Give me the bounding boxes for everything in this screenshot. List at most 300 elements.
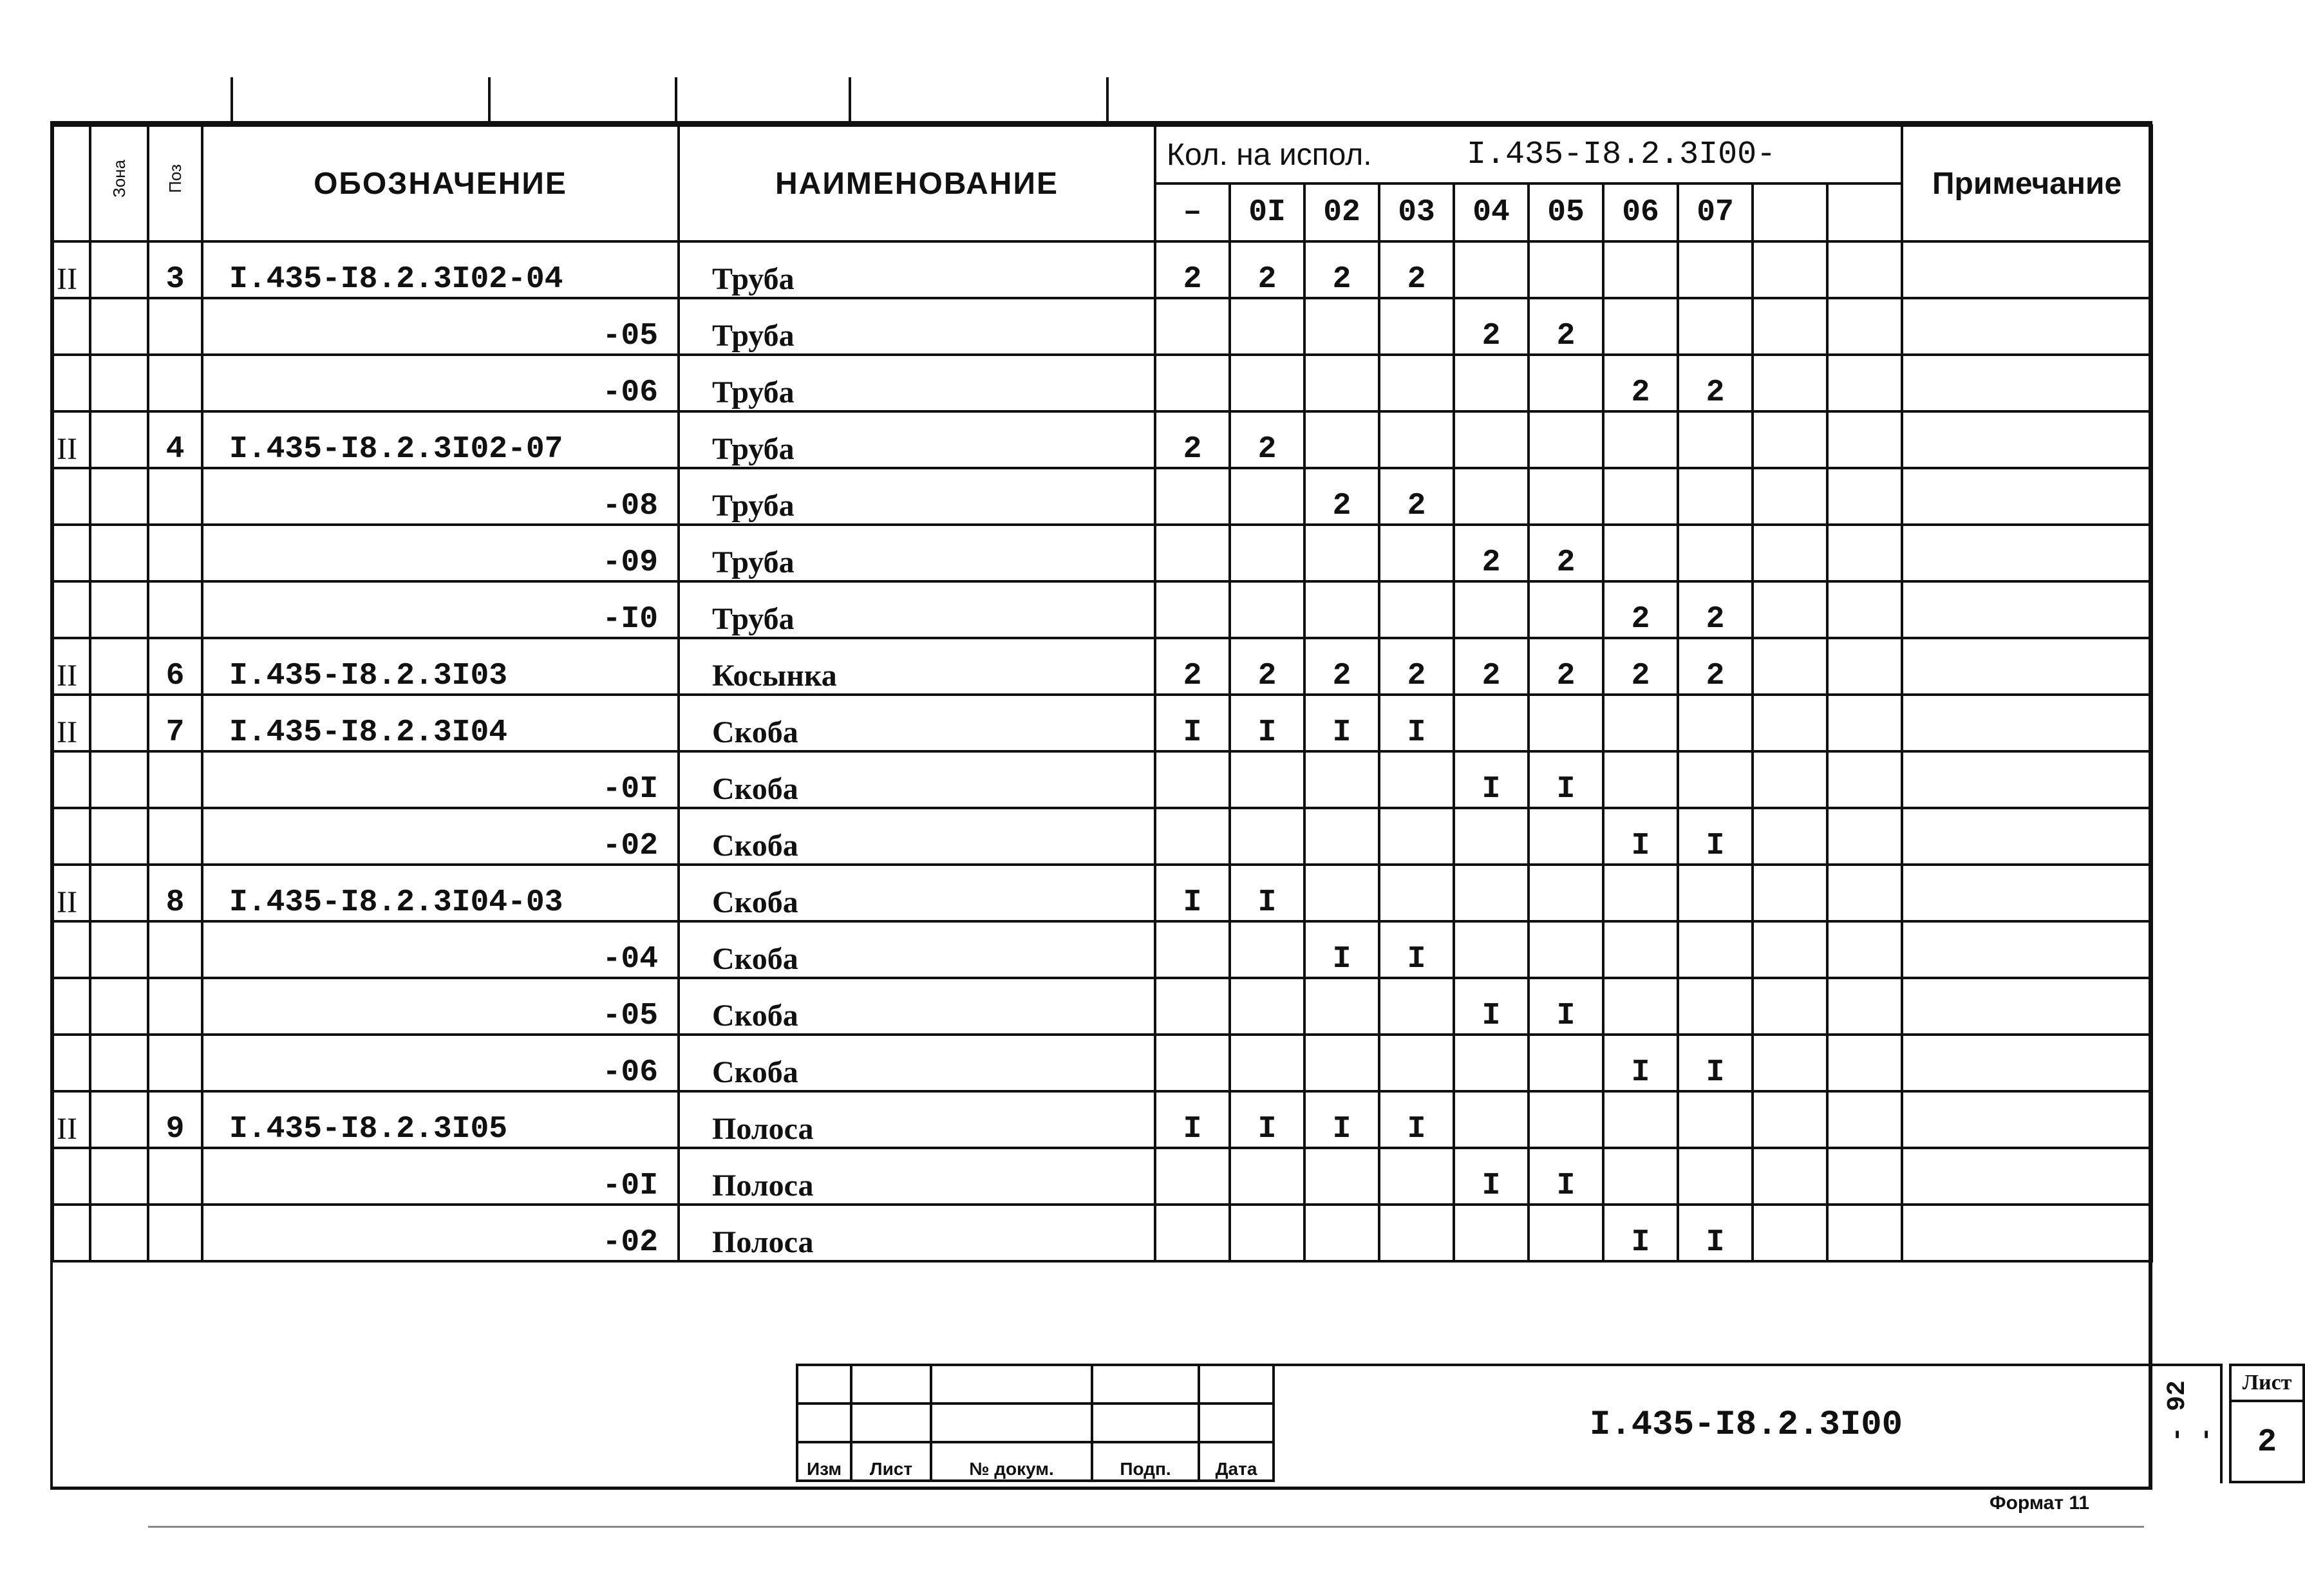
position-cell bbox=[148, 1205, 202, 1261]
qty-cell-empty bbox=[1827, 1148, 1902, 1205]
qty-cell-7 bbox=[1678, 1148, 1753, 1205]
title-block-revisions bbox=[796, 1364, 1275, 1482]
format-cell bbox=[90, 411, 148, 468]
qty-cell-6 bbox=[1603, 865, 1678, 921]
qty-cell-5 bbox=[1529, 808, 1603, 865]
qty-cell-1 bbox=[1230, 921, 1304, 978]
qty-cell-0 bbox=[1155, 525, 1230, 581]
qty-cell-1 bbox=[1230, 751, 1304, 808]
qty-cell-4: I bbox=[1454, 978, 1529, 1035]
qty-cell-6: I bbox=[1603, 1205, 1678, 1261]
format-cell bbox=[90, 298, 148, 355]
qty-cell-0 bbox=[1155, 808, 1230, 865]
qty-cell-0 bbox=[1155, 468, 1230, 525]
qty-cell-0: I bbox=[1155, 695, 1230, 751]
header-format-cell bbox=[53, 126, 90, 241]
qty-cell-4 bbox=[1454, 581, 1529, 638]
qty-cell-6 bbox=[1603, 1091, 1678, 1148]
table-row bbox=[53, 581, 2152, 638]
name-cell: Скоба bbox=[679, 921, 1155, 978]
qty-cell-7 bbox=[1678, 921, 1753, 978]
designation-cell: -02 bbox=[202, 1205, 679, 1261]
header-designation: ОБОЗНАЧЕНИЕ bbox=[202, 126, 679, 241]
format-cell bbox=[90, 1205, 148, 1261]
qty-cell-empty bbox=[1753, 638, 1827, 695]
qty-cell-1: I bbox=[1230, 865, 1304, 921]
qty-cell-2 bbox=[1304, 751, 1379, 808]
qty-cell-1 bbox=[1230, 525, 1304, 581]
qty-cell-0: 2 bbox=[1155, 411, 1230, 468]
qty-cell-7: I bbox=[1678, 1205, 1753, 1261]
qty-cell-5 bbox=[1529, 1035, 1603, 1091]
label-list: Лист bbox=[851, 1442, 931, 1481]
header-note: Примечание bbox=[1902, 126, 2152, 241]
variant-header-1: 0I bbox=[1230, 183, 1304, 241]
variant-header-0: – bbox=[1155, 183, 1230, 241]
position-cell bbox=[148, 355, 202, 411]
qty-cell-3 bbox=[1379, 1148, 1454, 1205]
qty-cell-5 bbox=[1529, 695, 1603, 751]
qty-cell-0 bbox=[1155, 1035, 1230, 1091]
qty-cell-6 bbox=[1603, 525, 1678, 581]
qty-cell-5 bbox=[1529, 355, 1603, 411]
qty-cell-0: 2 bbox=[1155, 241, 1230, 298]
qty-cell-0 bbox=[1155, 978, 1230, 1035]
position-cell bbox=[148, 525, 202, 581]
specification-table bbox=[52, 124, 2153, 1263]
position-cell: 6 bbox=[148, 638, 202, 695]
qty-cell-empty bbox=[1827, 581, 1902, 638]
qty-cell-2 bbox=[1304, 411, 1379, 468]
qty-cell-empty bbox=[1827, 525, 1902, 581]
name-cell: Полоса bbox=[679, 1148, 1155, 1205]
qty-cell-1 bbox=[1230, 1148, 1304, 1205]
qty-cell-empty bbox=[1753, 921, 1827, 978]
name-cell: Труба bbox=[679, 468, 1155, 525]
variant-header-2: 02 bbox=[1304, 183, 1379, 241]
qty-cell-empty bbox=[1827, 921, 1902, 978]
tick bbox=[675, 77, 677, 122]
qty-cell-2 bbox=[1304, 1205, 1379, 1261]
name-cell: Скоба bbox=[679, 1035, 1155, 1091]
format-cell bbox=[90, 695, 148, 751]
qty-cell-6: 2 bbox=[1603, 355, 1678, 411]
position-cell: 9 bbox=[148, 1091, 202, 1148]
zone-cell bbox=[53, 978, 90, 1035]
qty-cell-4 bbox=[1454, 1035, 1529, 1091]
position-cell bbox=[148, 298, 202, 355]
zone-cell: II bbox=[53, 411, 90, 468]
zone-cell: II bbox=[53, 695, 90, 751]
qty-cell-1: 2 bbox=[1230, 638, 1304, 695]
table-row bbox=[53, 298, 2152, 355]
name-cell: Скоба bbox=[679, 751, 1155, 808]
note-cell bbox=[1902, 638, 2152, 695]
qty-cell-6 bbox=[1603, 411, 1678, 468]
note-cell bbox=[1902, 298, 2152, 355]
position-cell: 7 bbox=[148, 695, 202, 751]
table-row bbox=[53, 355, 2152, 411]
format-cell bbox=[90, 865, 148, 921]
position-cell: 3 bbox=[148, 241, 202, 298]
format-cell bbox=[90, 751, 148, 808]
qty-cell-empty bbox=[1753, 525, 1827, 581]
qty-cell-5 bbox=[1529, 1205, 1603, 1261]
qty-cell-4: I bbox=[1454, 1148, 1529, 1205]
zone-cell bbox=[53, 921, 90, 978]
qty-cell-6 bbox=[1603, 695, 1678, 751]
qty-cell-4 bbox=[1454, 808, 1529, 865]
table-row bbox=[53, 638, 2152, 695]
qty-cell-empty bbox=[1753, 581, 1827, 638]
table-row bbox=[53, 921, 2152, 978]
zone-cell: II bbox=[53, 865, 90, 921]
qty-cell-7 bbox=[1678, 1091, 1753, 1148]
tick bbox=[230, 77, 233, 122]
name-cell: Труба bbox=[679, 525, 1155, 581]
table-row bbox=[53, 1091, 2152, 1148]
position-cell bbox=[148, 808, 202, 865]
qty-cell-empty bbox=[1753, 1035, 1827, 1091]
qty-cell-empty bbox=[1827, 411, 1902, 468]
qty-cell-empty bbox=[1827, 695, 1902, 751]
sheet-number: 2 bbox=[2229, 1400, 2305, 1483]
designation-cell: -0I bbox=[202, 1148, 679, 1205]
designation-cell: -05 bbox=[202, 978, 679, 1035]
label-signature: Подп. bbox=[1092, 1442, 1199, 1481]
note-cell bbox=[1902, 865, 2152, 921]
qty-cell-6 bbox=[1603, 241, 1678, 298]
qty-cell-6 bbox=[1603, 298, 1678, 355]
zone-cell bbox=[53, 1148, 90, 1205]
qty-cell-3 bbox=[1379, 978, 1454, 1035]
qty-cell-7: 2 bbox=[1678, 355, 1753, 411]
zone-cell: II bbox=[53, 241, 90, 298]
qty-cell-6 bbox=[1603, 468, 1678, 525]
qty-cell-3 bbox=[1379, 525, 1454, 581]
name-cell: Труба bbox=[679, 355, 1155, 411]
qty-cell-4 bbox=[1454, 921, 1529, 978]
variant-header-3: 03 bbox=[1379, 183, 1454, 241]
qty-cell-5 bbox=[1529, 1091, 1603, 1148]
qty-cell-7: 2 bbox=[1678, 638, 1753, 695]
format-cell bbox=[90, 638, 148, 695]
qty-cell-4 bbox=[1454, 695, 1529, 751]
table-row bbox=[53, 808, 2152, 865]
note-cell bbox=[1902, 241, 2152, 298]
note-cell bbox=[1902, 468, 2152, 525]
format-cell bbox=[90, 1091, 148, 1148]
position-cell bbox=[148, 1035, 202, 1091]
qty-cell-empty bbox=[1827, 638, 1902, 695]
qty-cell-5: 2 bbox=[1529, 638, 1603, 695]
label-date: Дата bbox=[1199, 1442, 1274, 1481]
name-cell: Полоса bbox=[679, 1205, 1155, 1261]
name-cell: Скоба bbox=[679, 808, 1155, 865]
format-cell bbox=[90, 581, 148, 638]
format-cell bbox=[90, 808, 148, 865]
qty-cell-1: 2 bbox=[1230, 411, 1304, 468]
qty-cell-1 bbox=[1230, 808, 1304, 865]
position-cell bbox=[148, 1148, 202, 1205]
specification-table-wrap bbox=[52, 124, 2153, 1263]
qty-cell-6: 2 bbox=[1603, 581, 1678, 638]
zone-cell bbox=[53, 298, 90, 355]
zone-cell bbox=[53, 355, 90, 411]
header-pos: Поз bbox=[148, 126, 202, 241]
qty-cell-7 bbox=[1678, 978, 1753, 1035]
qty-cell-3: 2 bbox=[1379, 241, 1454, 298]
note-cell bbox=[1902, 1205, 2152, 1261]
format-cell bbox=[90, 1148, 148, 1205]
name-cell: Труба bbox=[679, 581, 1155, 638]
name-cell: Труба bbox=[679, 298, 1155, 355]
note-cell bbox=[1902, 525, 2152, 581]
tick bbox=[1106, 77, 1109, 122]
qty-cell-0 bbox=[1155, 751, 1230, 808]
qty-cell-2: I bbox=[1304, 695, 1379, 751]
qty-cell-1 bbox=[1230, 355, 1304, 411]
qty-cell-3: 2 bbox=[1379, 638, 1454, 695]
qty-cell-5: 2 bbox=[1529, 525, 1603, 581]
qty-cell-0 bbox=[1155, 581, 1230, 638]
qty-cell-1 bbox=[1230, 581, 1304, 638]
note-cell bbox=[1902, 1035, 2152, 1091]
qty-cell-empty bbox=[1753, 751, 1827, 808]
format-cell bbox=[90, 978, 148, 1035]
qty-cell-empty bbox=[1827, 241, 1902, 298]
zone-cell bbox=[53, 1205, 90, 1261]
qty-cell-empty bbox=[1827, 298, 1902, 355]
qty-cell-5: I bbox=[1529, 1148, 1603, 1205]
note-cell bbox=[1902, 1091, 2152, 1148]
note-cell bbox=[1902, 978, 2152, 1035]
qty-cell-empty bbox=[1753, 241, 1827, 298]
qty-cell-6: I bbox=[1603, 808, 1678, 865]
qty-cell-7 bbox=[1678, 525, 1753, 581]
note-cell bbox=[1902, 808, 2152, 865]
zone-cell bbox=[53, 468, 90, 525]
position-cell bbox=[148, 921, 202, 978]
qty-cell-1 bbox=[1230, 298, 1304, 355]
qty-cell-empty bbox=[1827, 1091, 1902, 1148]
header-qty-label: Кол. на испол. bbox=[1155, 126, 1454, 183]
zone-cell bbox=[53, 525, 90, 581]
qty-cell-2 bbox=[1304, 355, 1379, 411]
qty-cell-4: I bbox=[1454, 751, 1529, 808]
name-cell: Скоба bbox=[679, 978, 1155, 1035]
table-row bbox=[53, 1148, 2152, 1205]
table-row bbox=[53, 1035, 2152, 1091]
table-row bbox=[53, 865, 2152, 921]
qty-cell-2: 2 bbox=[1304, 468, 1379, 525]
variant-header-5: 05 bbox=[1529, 183, 1603, 241]
name-cell: Труба bbox=[679, 241, 1155, 298]
qty-cell-empty bbox=[1827, 751, 1902, 808]
qty-cell-4 bbox=[1454, 1091, 1529, 1148]
qty-cell-2 bbox=[1304, 581, 1379, 638]
position-cell bbox=[148, 581, 202, 638]
qty-cell-3 bbox=[1379, 1035, 1454, 1091]
table-row bbox=[53, 241, 2152, 298]
qty-cell-4 bbox=[1454, 468, 1529, 525]
qty-cell-2: I bbox=[1304, 921, 1379, 978]
zone-cell: II bbox=[53, 1091, 90, 1148]
qty-cell-empty bbox=[1753, 978, 1827, 1035]
qty-cell-6 bbox=[1603, 978, 1678, 1035]
variant-header-6: 06 bbox=[1603, 183, 1678, 241]
position-cell bbox=[148, 468, 202, 525]
note-cell bbox=[1902, 921, 2152, 978]
qty-cell-3: I bbox=[1379, 1091, 1454, 1148]
qty-cell-3: I bbox=[1379, 921, 1454, 978]
qty-cell-5: 2 bbox=[1529, 298, 1603, 355]
qty-cell-7 bbox=[1678, 865, 1753, 921]
qty-cell-2: 2 bbox=[1304, 241, 1379, 298]
qty-cell-4: 2 bbox=[1454, 525, 1529, 581]
qty-cell-empty bbox=[1753, 1148, 1827, 1205]
designation-cell: I.435-I8.2.3I05 bbox=[202, 1091, 679, 1148]
table-row bbox=[53, 751, 2152, 808]
qty-cell-7 bbox=[1678, 695, 1753, 751]
qty-cell-6: I bbox=[1603, 1035, 1678, 1091]
note-cell bbox=[1902, 411, 2152, 468]
top-tick-marks bbox=[50, 77, 1145, 122]
name-cell: Косынка bbox=[679, 638, 1155, 695]
qty-cell-empty bbox=[1827, 865, 1902, 921]
designation-cell: I.435-I8.2.3I04 bbox=[202, 695, 679, 751]
qty-cell-6 bbox=[1603, 751, 1678, 808]
name-cell: Скоба bbox=[679, 695, 1155, 751]
qty-cell-7: I bbox=[1678, 1035, 1753, 1091]
label-izm: Изм bbox=[797, 1442, 851, 1481]
qty-cell-0: I bbox=[1155, 865, 1230, 921]
label-doc-number: № докум. bbox=[931, 1442, 1092, 1481]
position-cell bbox=[148, 751, 202, 808]
qty-cell-2 bbox=[1304, 298, 1379, 355]
qty-cell-empty bbox=[1753, 1205, 1827, 1261]
header-name: НАИМЕНОВАНИЕ bbox=[679, 126, 1155, 241]
table-row bbox=[53, 411, 2152, 468]
name-cell: Скоба bbox=[679, 865, 1155, 921]
note-cell bbox=[1902, 355, 2152, 411]
header-zone: Зона bbox=[90, 126, 148, 241]
qty-cell-7 bbox=[1678, 468, 1753, 525]
qty-cell-3: I bbox=[1379, 695, 1454, 751]
qty-cell-7: 2 bbox=[1678, 581, 1753, 638]
qty-cell-2 bbox=[1304, 808, 1379, 865]
header-qty-code: I.435-I8.2.3I00- bbox=[1454, 126, 1902, 183]
qty-cell-3 bbox=[1379, 751, 1454, 808]
qty-cell-empty bbox=[1827, 1205, 1902, 1261]
position-cell bbox=[148, 978, 202, 1035]
qty-cell-7 bbox=[1678, 241, 1753, 298]
qty-cell-6 bbox=[1603, 921, 1678, 978]
designation-cell: I.435-I8.2.3I02-04 bbox=[202, 241, 679, 298]
qty-cell-2: 2 bbox=[1304, 638, 1379, 695]
qty-cell-empty bbox=[1753, 355, 1827, 411]
tick bbox=[488, 77, 491, 122]
position-cell: 4 bbox=[148, 411, 202, 468]
designation-cell: -I0 bbox=[202, 581, 679, 638]
qty-cell-5 bbox=[1529, 865, 1603, 921]
qty-cell-3: 2 bbox=[1379, 468, 1454, 525]
designation-cell: -06 bbox=[202, 355, 679, 411]
format-cell bbox=[90, 468, 148, 525]
qty-cell-empty bbox=[1753, 298, 1827, 355]
qty-cell-0: I bbox=[1155, 1091, 1230, 1148]
format-cell bbox=[90, 1035, 148, 1091]
qty-cell-empty bbox=[1753, 865, 1827, 921]
qty-cell-2: I bbox=[1304, 1091, 1379, 1148]
variant-header-empty bbox=[1753, 183, 1827, 241]
qty-cell-1 bbox=[1230, 978, 1304, 1035]
qty-cell-empty bbox=[1827, 468, 1902, 525]
qty-cell-empty bbox=[1827, 355, 1902, 411]
qty-cell-0 bbox=[1155, 298, 1230, 355]
qty-cell-0 bbox=[1155, 355, 1230, 411]
format-cell bbox=[90, 525, 148, 581]
sheet-label: Лист bbox=[2229, 1364, 2305, 1402]
qty-cell-3 bbox=[1379, 865, 1454, 921]
qty-cell-3 bbox=[1379, 355, 1454, 411]
qty-cell-empty bbox=[1827, 808, 1902, 865]
qty-cell-2 bbox=[1304, 525, 1379, 581]
qty-cell-1: I bbox=[1230, 695, 1304, 751]
designation-cell: -08 bbox=[202, 468, 679, 525]
format-label: Формат 11 bbox=[1990, 1492, 2090, 1514]
qty-cell-7 bbox=[1678, 298, 1753, 355]
designation-cell: I.435-I8.2.3I02-07 bbox=[202, 411, 679, 468]
variant-header-7: 07 bbox=[1678, 183, 1753, 241]
qty-cell-5 bbox=[1529, 921, 1603, 978]
designation-cell: I.435-I8.2.3I04-03 bbox=[202, 865, 679, 921]
qty-cell-5 bbox=[1529, 241, 1603, 298]
qty-cell-4 bbox=[1454, 355, 1529, 411]
table-row bbox=[53, 695, 2152, 751]
qty-cell-empty bbox=[1753, 1091, 1827, 1148]
qty-cell-empty bbox=[1753, 468, 1827, 525]
designation-cell: -09 bbox=[202, 525, 679, 581]
table-row bbox=[53, 1205, 2152, 1261]
designation-cell: -06 bbox=[202, 1035, 679, 1091]
qty-cell-3 bbox=[1379, 411, 1454, 468]
tick bbox=[849, 77, 851, 122]
format-cell bbox=[90, 921, 148, 978]
table-row bbox=[53, 468, 2152, 525]
qty-cell-empty bbox=[1827, 978, 1902, 1035]
name-cell: Труба bbox=[679, 411, 1155, 468]
qty-cell-2 bbox=[1304, 1148, 1379, 1205]
qty-cell-0: 2 bbox=[1155, 638, 1230, 695]
qty-cell-5 bbox=[1529, 581, 1603, 638]
qty-cell-4 bbox=[1454, 241, 1529, 298]
qty-cell-6 bbox=[1603, 1148, 1678, 1205]
designation-cell: -02 bbox=[202, 808, 679, 865]
designation-cell: -0I bbox=[202, 751, 679, 808]
qty-cell-0 bbox=[1155, 921, 1230, 978]
qty-cell-3 bbox=[1379, 1205, 1454, 1261]
qty-cell-3 bbox=[1379, 581, 1454, 638]
table-row bbox=[53, 525, 2152, 581]
qty-cell-0 bbox=[1155, 1205, 1230, 1261]
qty-cell-empty bbox=[1753, 808, 1827, 865]
qty-cell-4: 2 bbox=[1454, 638, 1529, 695]
designation-cell: -05 bbox=[202, 298, 679, 355]
qty-cell-6: 2 bbox=[1603, 638, 1678, 695]
qty-cell-5 bbox=[1529, 468, 1603, 525]
document-code: I.435-I8.2.3I00 bbox=[1272, 1364, 2223, 1483]
